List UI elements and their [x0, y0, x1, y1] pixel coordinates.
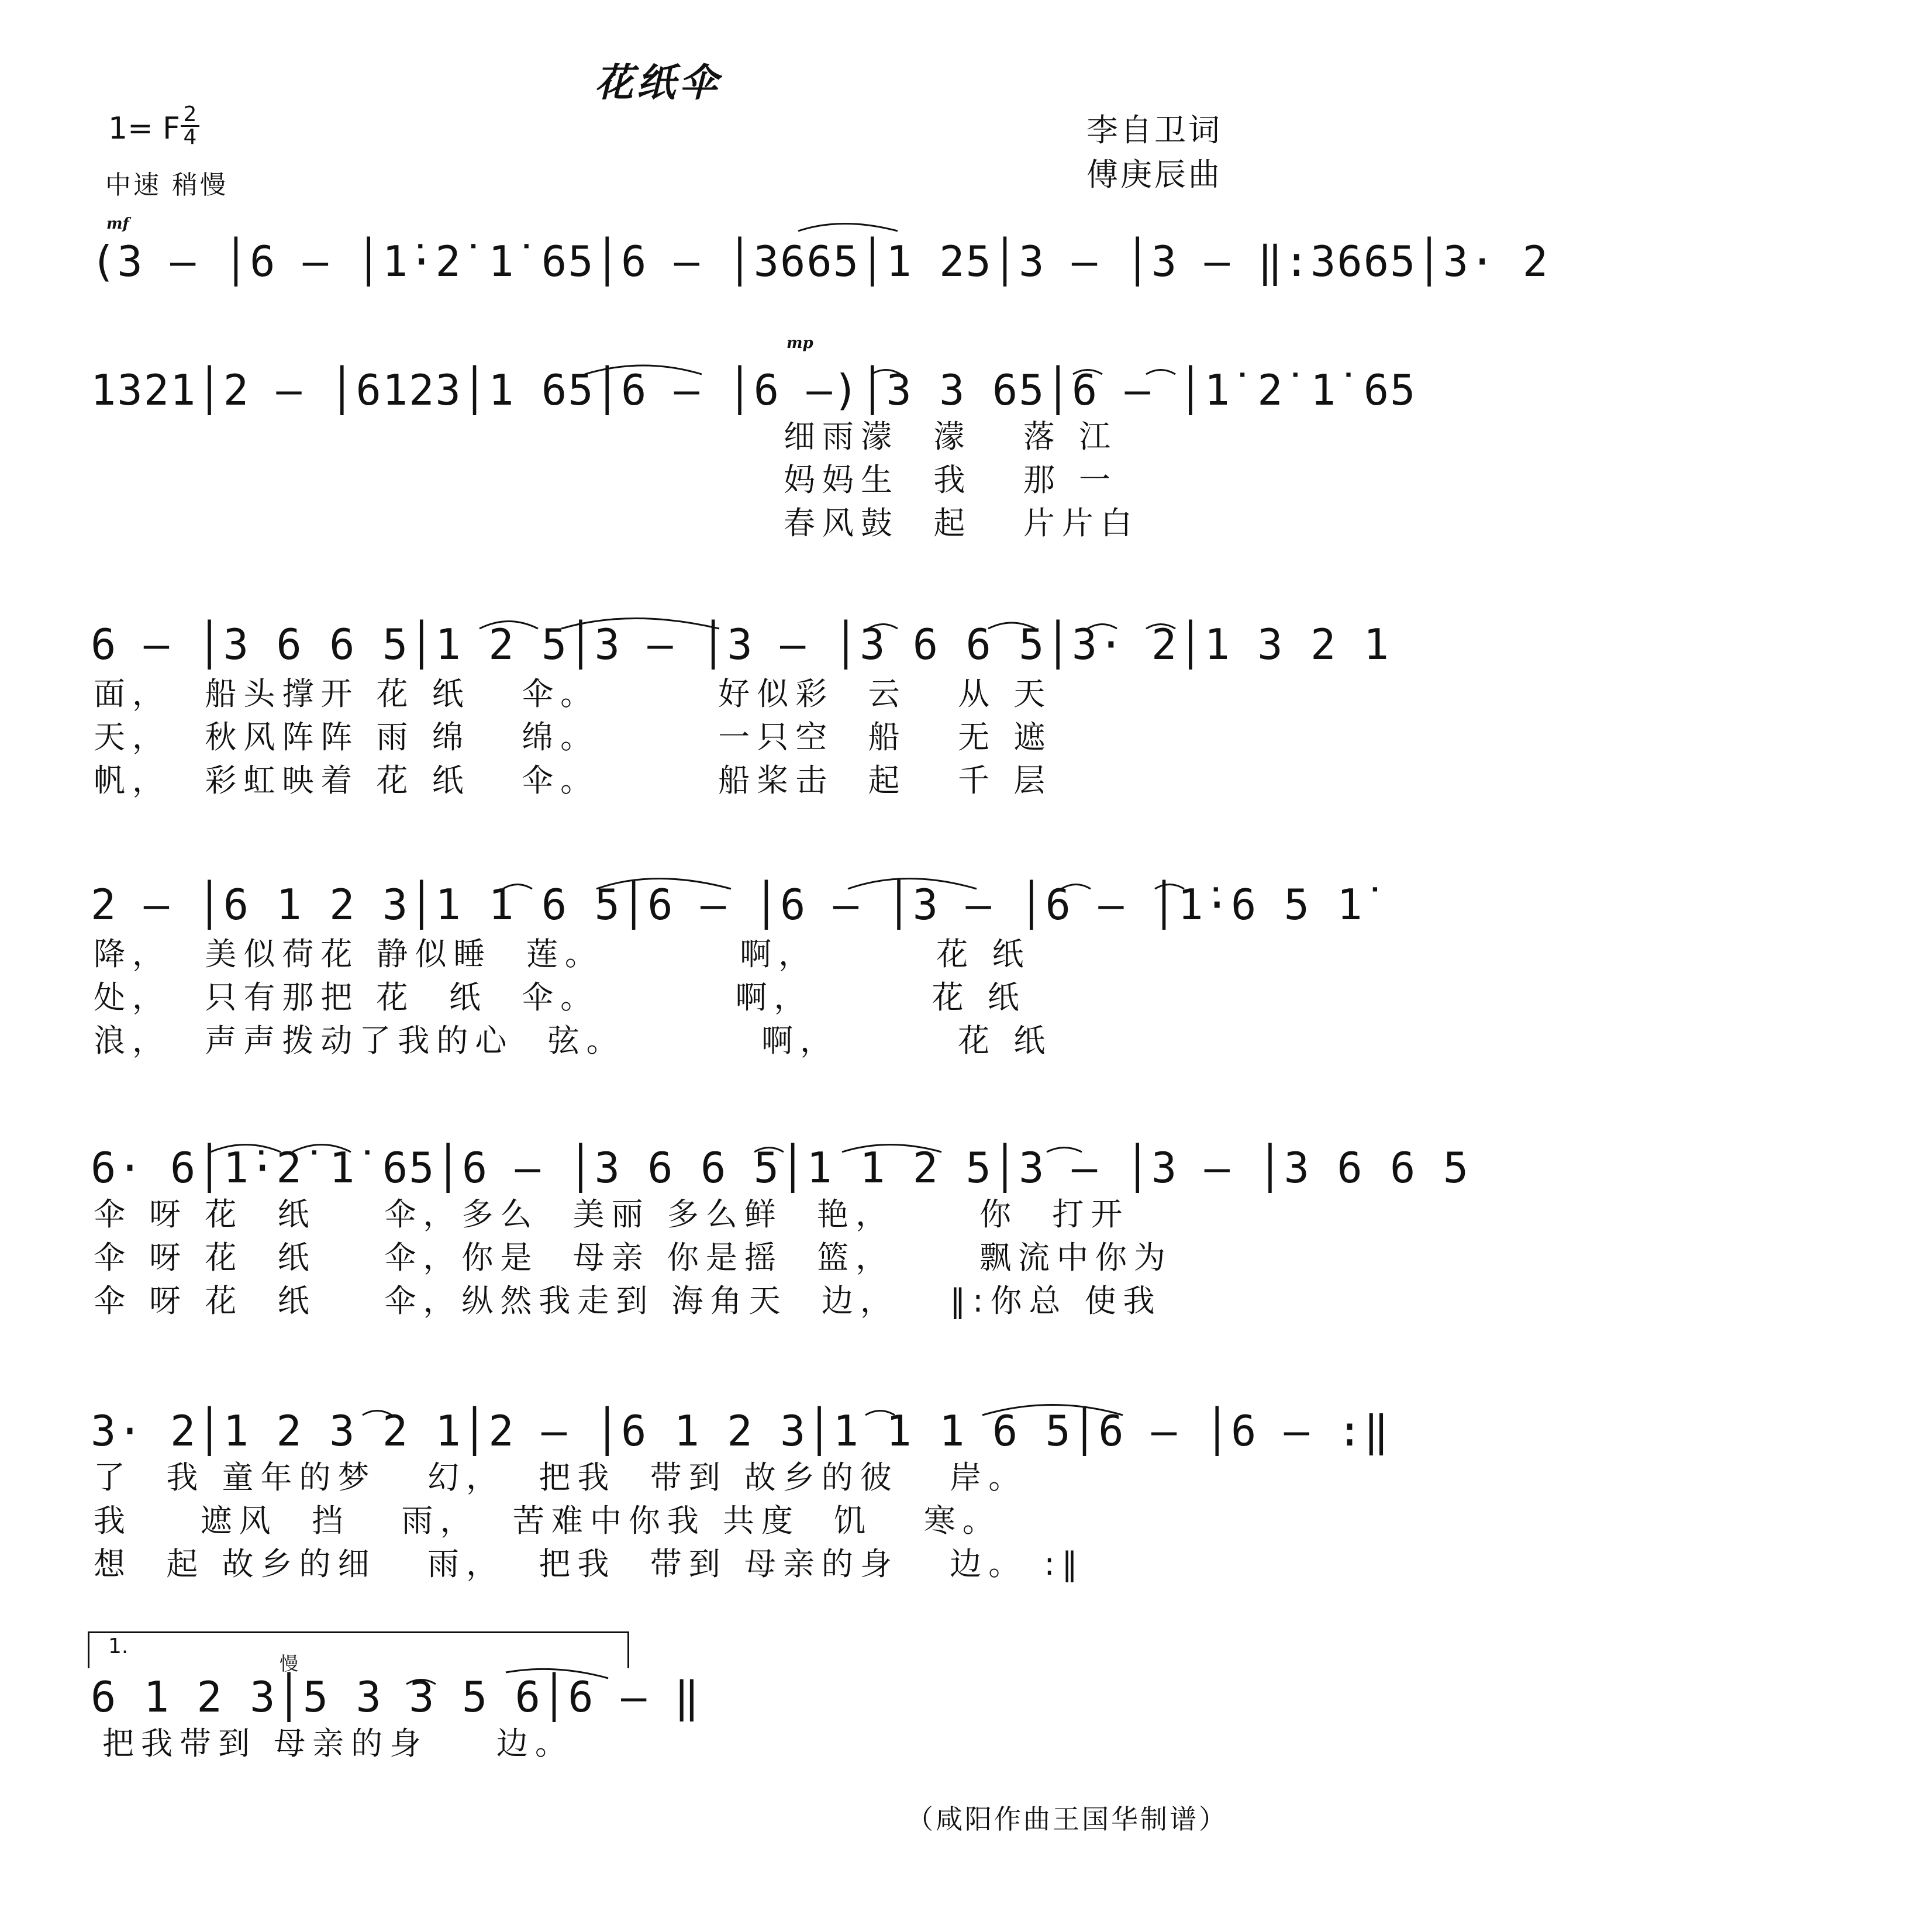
lyric-verse-2: 伞 呀 花 纸 伞，你是 母亲 你是摇 篮， 飘流中你为 [94, 1239, 1172, 1276]
tie-mark [406, 1680, 436, 1685]
tie-mark [988, 623, 1035, 629]
lyric-verse-1: 降， 美似荷花 静似睡 莲。 啊， 花 纸 [94, 936, 1031, 972]
tempo-marking: 中速 稍慢 [105, 170, 228, 200]
volta-number: 1. [108, 1634, 129, 1658]
lyric-verse-2: 天， 秋风阵阵 雨 绵 绵。 一只空 船 无 遮 [94, 719, 1053, 755]
tie-mark [1073, 370, 1102, 375]
time-signature-top: 2 [183, 102, 197, 126]
tie-mark [1047, 1148, 1082, 1153]
staff-line-6: 3· 2│1 2 3 2 1│2 – │6 1 2 3│1 1 1 6 5│6 – │6 – :‖ [91, 1406, 1391, 1455]
lyric-verse-2: 妈妈生 我 那 一 [784, 461, 1117, 498]
staff-line-2: 1321│2 – │6123│1 65│6 – │6 –)│3 3 65│6 – │1̇ 2̇ 1̇ 65 [91, 365, 1417, 415]
tie-mark [363, 1411, 392, 1416]
slow-marking: 慢 [280, 1652, 299, 1675]
tie-mark [754, 1148, 784, 1153]
lyric-verse-1: 了 我 童年的梦 幻， 把我 带到 故乡的彼 岸。 [94, 1459, 1027, 1496]
tie-mark [292, 1145, 351, 1153]
lyric-verse-1: 伞 呀 花 纸 伞，多么 美丽 多么鲜 艳， 你 打开 [94, 1196, 1130, 1233]
time-signature-bottom: 4 [183, 125, 197, 149]
tie-mark [211, 1145, 281, 1153]
tie-mark [842, 1145, 941, 1153]
lyric-verse-2: 我 遮风 挡 雨， 苦难中你我 共度 饥 寒。 [94, 1502, 1001, 1539]
tie-mark [506, 1669, 608, 1678]
lyric-verse-3: 伞 呀 花 纸 伞，纵然我走到 海角天 边， ‖:你总 使我 [94, 1282, 1162, 1319]
composer: 傅庚辰曲 [1086, 156, 1222, 193]
lyric-verse-3: 浪， 声声拨动了我的心 弦。 啊， 花 纸 [94, 1022, 1053, 1059]
song-title: 花纸伞 [595, 60, 721, 105]
tie-mark [848, 879, 977, 889]
tie-mark [868, 625, 898, 629]
tie-mark [865, 1411, 895, 1416]
tie-mark [585, 365, 702, 374]
lyric-verse-3: 春风鼓 起 片片白 [784, 505, 1139, 541]
lyric-verse-1: 细雨濛 濛 落 江 [784, 418, 1117, 455]
lyric-verse-1: 把我带到 母亲的身 边。 [102, 1725, 574, 1762]
tie-mark [1155, 885, 1184, 889]
tie-mark [982, 1405, 1123, 1416]
tie-mark [871, 370, 901, 375]
lyric-verse-1: 面， 船头撑开 花 纸 伞。 好似彩 云 从 天 [94, 675, 1053, 712]
lyric-verse-3: 帆， 彩虹映着 花 纸 伞。 船桨击 起 千 层 [94, 762, 1053, 799]
staff-line-5: 6· 6│1̇·2̇ 1̇ 65│6 – │3 6 6 5│1 1 2 5│3 – │3 – │3 6 6 5 [91, 1143, 1470, 1192]
staff-line-1: (3 – │6 – │1̇·2̇ 1̇ 65│6 – │3665│1 25│3 – │3 – ‖:3665│3· 2 [91, 237, 1550, 286]
key-signature: 1= F [108, 111, 181, 146]
tie-mark [798, 224, 898, 232]
tie-mark [596, 879, 731, 889]
tie-mark [479, 622, 538, 629]
staff-line-7: 6 1 2 3│5 3 3 5 6│6 – ‖ [91, 1672, 701, 1721]
tie-mark [1146, 625, 1175, 629]
tie-mark [1088, 625, 1117, 629]
tie-mark [1146, 370, 1175, 375]
lyric-verse-2: 处， 只有那把 花 纸 伞。 啊， 花 纸 [94, 979, 1026, 1016]
transcriber-credit: （咸阳作曲王国华制谱） [906, 1803, 1228, 1835]
staff-line-4: 2 – │6 1 2 3│1 1 6 5│6 – │6 – │3 – │6 – │1̇·6 5 1̇ [91, 880, 1364, 929]
tie-mark [1061, 885, 1091, 889]
staff-line-3: 6 – │3 6 6 5│1 2 5│3 – │3 – │3 6 6 5│3· 2│1 3 2 1 [91, 620, 1391, 669]
lyric-verse-3: 想 起 故乡的细 雨， 把我 带到 母亲的身 边。 :‖ [94, 1545, 1085, 1582]
lyricist: 李自卫词 [1086, 112, 1222, 149]
dynamic-mp: mp [786, 334, 813, 352]
dynamic-mf: mf [106, 215, 129, 233]
tie-mark [503, 885, 532, 889]
tie-mark [561, 619, 719, 629]
